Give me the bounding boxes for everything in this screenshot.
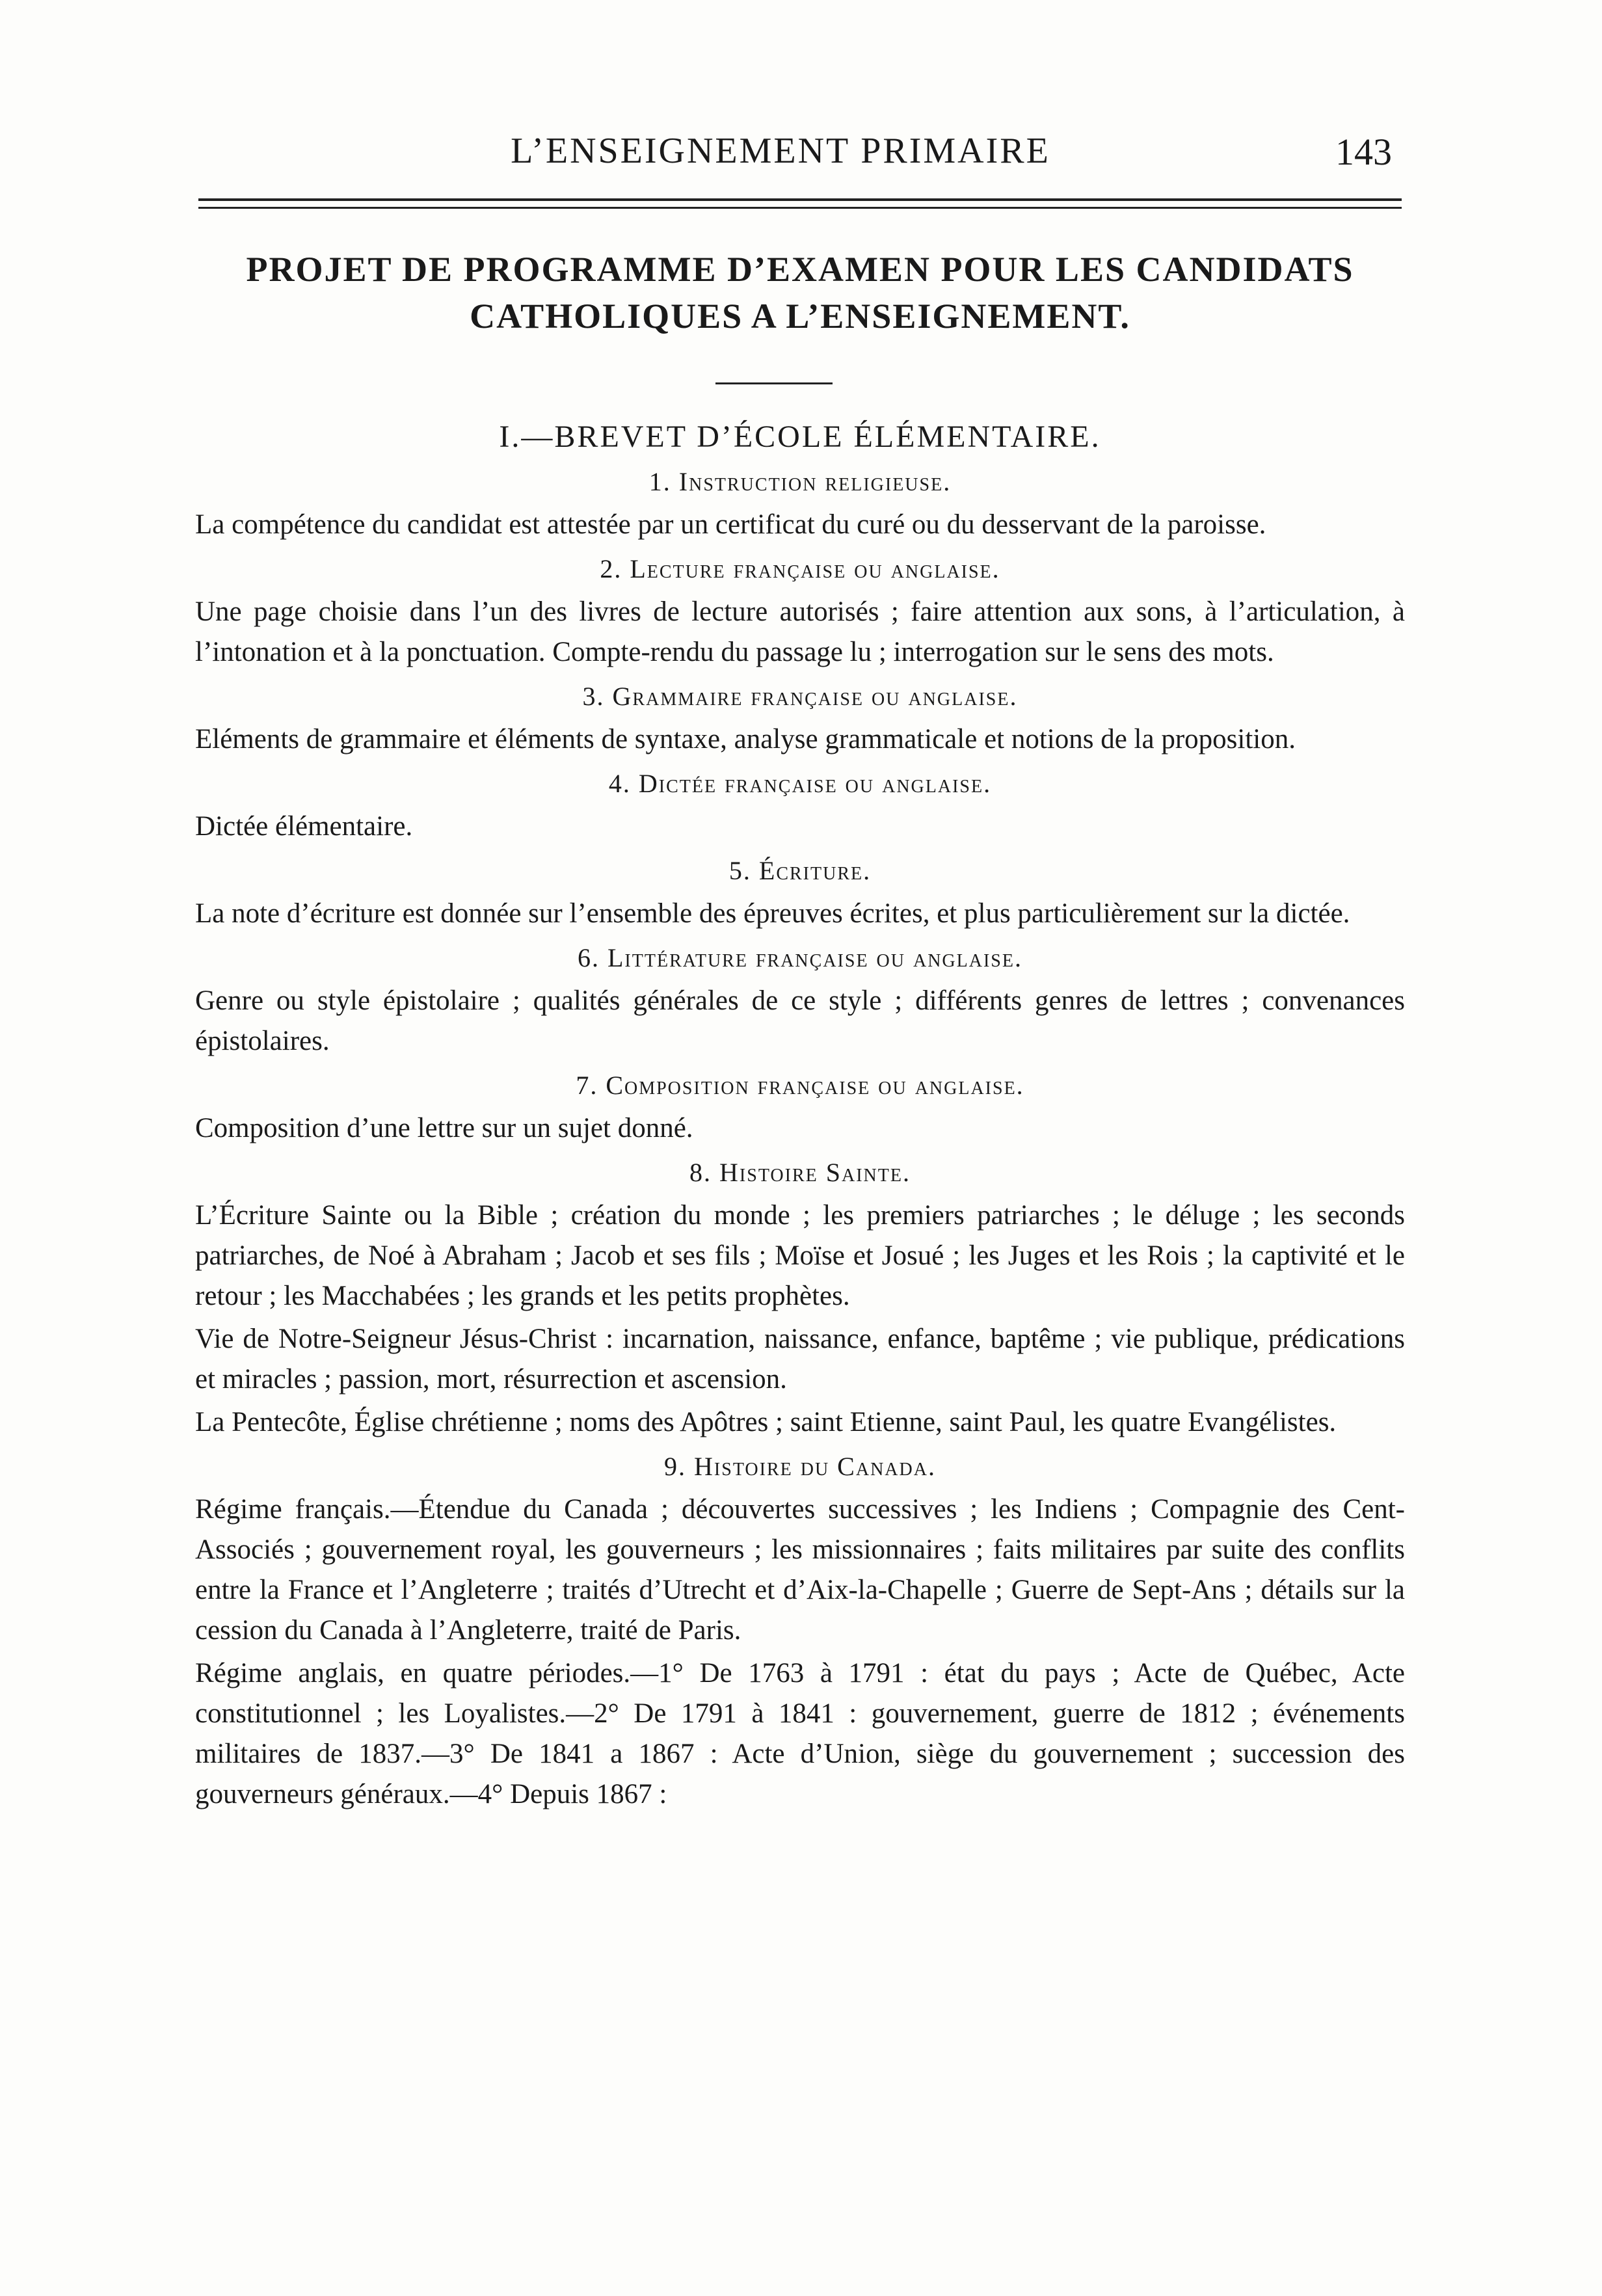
section-heading: 7. Composition française ou anglaise. (576, 1071, 1024, 1100)
part-heading: I.—BREVET D’ÉCOLE ÉLÉMENTAIRE. (499, 420, 1101, 454)
paragraph: Eléments de grammaire et éléments de syntaxe, analyse grammaticale et notions de la proposition. (195, 724, 1296, 754)
paragraph: La note d’écriture est donnée sur l’ensemble des épreuves écrites, et plus particulièrement sur la dictée. (195, 898, 1350, 929)
section-heading: 1. Instruction religieuse. (648, 467, 952, 496)
section-heading: 4. Dictée française ou anglaise. (608, 769, 992, 798)
main-title-line-1: PROJET DE PROGRAMME D’EXAMEN POUR LES CANDIDATS (246, 250, 1354, 289)
section-heading: 8. Histoire Sainte. (689, 1158, 911, 1187)
page-number: 143 (1335, 131, 1392, 173)
section-heading: 5. Écriture. (728, 856, 872, 885)
main-title (176, 246, 1424, 340)
title-divider (715, 382, 833, 384)
section-heading: 9. Histoire du Canada. (664, 1452, 936, 1481)
paragraph: Régime anglais, en quatre périodes.—1° De 1763 à 1791 : état du pays ; Acte de Québec, Acte constitutionnel ; les Loyalistes.—2° De 1791 à 1841 : gouvernement, guerre de 1812 ; événements militaires de 1837.—3° De 1841 a 1867 : Acte d’Union, siège du gouvernement ; succession des gouverneurs généraux.—4° Depuis 1867 : (195, 1658, 1405, 1809)
running-title: L’ENSEIGNEMENT PRIMAIRE (511, 131, 1050, 171)
paragraph: Vie de Notre-Seigneur Jésus-Christ : incarnation, naissance, enfance, baptême ; vie publique, prédications et miracles ; passion, mort, résurrection et ascension. (195, 1324, 1405, 1395)
paragraph: Régime français.—Étendue du Canada ; découvertes successives ; les Indiens ; Compagnie des Cent-Associés ; gouvernement royal, les gouverneurs ; les missionnaires ; faits militaires par suite des conflits entre la France et l’Angleterre ; traités d’Utrecht et d’Aix-la-Chapelle ; Guerre de Sept-Ans ; détails sur la cession du Canada à l’Angleterre, traité de Paris. (195, 1494, 1405, 1646)
main-title-line-2: CATHOLIQUES A L’ENSEIGNEMENT. (470, 297, 1130, 336)
page-header (195, 130, 1405, 182)
section-heading: 6. Littérature française ou anglaise. (578, 943, 1022, 972)
header-rule-bottom (198, 207, 1402, 209)
document-body (195, 416, 1405, 1817)
paragraph: La compétence du candidat est attestée par un certificat du curé ou du desservant de la paroisse. (195, 509, 1266, 540)
paragraph: Genre ou style épistolaire ; qualités générales de ce style ; différents genres de lettres ; convenances épistolaires. (195, 985, 1405, 1056)
paragraph: Dictée élémentaire. (195, 811, 413, 842)
section-heading: 2. Lecture française ou anglaise. (600, 554, 1000, 583)
paragraph: Une page choisie dans l’un des livres de lecture autorisés ; faire attention aux sons, à l’articulation, à l’intonation et à la ponctuation. Compte-rendu du passage lu ; interrogation sur le sens des mots. (195, 596, 1405, 667)
header-rule-top (198, 198, 1402, 201)
paragraph: L’Écriture Sainte ou la Bible ; création du monde ; les premiers patriarches ; le déluge ; les seconds patriarches, de Noé à Abraham ; Jacob et ses fils ; Moïse et Josué ; les Juges et les Rois ; la captivité et le retour ; les Macchabées ; les grands et les petits prophètes. (195, 1200, 1405, 1311)
paragraph: Composition d’une lettre sur un sujet donné. (195, 1113, 693, 1143)
paragraph: La Pentecôte, Église chrétienne ; noms des Apôtres ; saint Etienne, saint Paul, les quatre Evangélistes. (195, 1407, 1337, 1437)
section-heading: 3. Grammaire française ou anglaise. (582, 682, 1018, 711)
